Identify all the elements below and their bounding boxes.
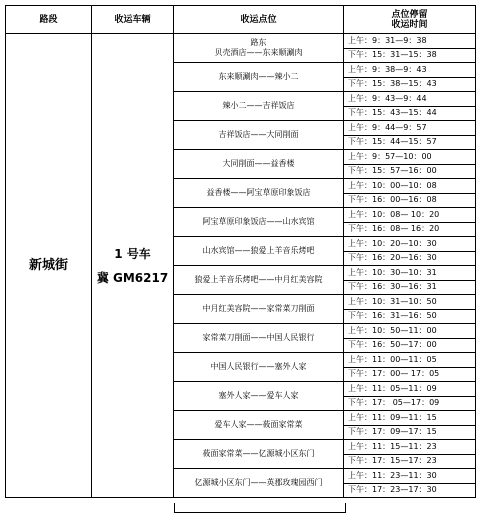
am-time-cell: 上午：9：38—9：43 [344, 63, 476, 78]
header-time: 点位停留 收运时间 [344, 6, 476, 34]
am-time-cell: 上午：11：00—11：05 [344, 353, 476, 368]
am-time-cell: 上午：11：05—11：09 [344, 382, 476, 397]
route-cell: 中月红美容院——家常菜刀削面 [174, 295, 344, 324]
pm-time-cell: 下午：15：38—15：43 [344, 77, 476, 92]
header-district: 路段 [6, 6, 92, 34]
route-cell: 狼爱上羊音乐烤吧——中月红美容院 [174, 266, 344, 295]
am-time-cell: 上午：10：20—10：30 [344, 237, 476, 252]
vehicle-cell [92, 34, 174, 498]
pm-time-cell: 下午：17： 05—17：09 [344, 396, 476, 411]
pm-time-cell: 下午：17：09—17：15 [344, 425, 476, 440]
pm-time-cell: 下午：15：57—16：00 [344, 164, 476, 179]
pm-time-cell: 下午：17：00— 17：05 [344, 367, 476, 382]
header-point: 收运点位 [174, 6, 344, 34]
am-time-cell: 上午：11：09—11：15 [344, 411, 476, 426]
route-cell: 吉祥饭店——大同削面 [174, 121, 344, 150]
schedule-body [6, 34, 476, 498]
am-time-cell: 上午：10：30—10：31 [344, 266, 476, 281]
collection-schedule-table [5, 5, 476, 498]
header-vehicle: 收运车辆 [92, 6, 174, 34]
route-cell: 东来顺涮肉——辣小二 [174, 63, 344, 92]
route-cell: 益香楼——阿宝草原印象饭店 [174, 179, 344, 208]
route-cell: 中国人民银行——塞外人家 [174, 353, 344, 382]
vehicle-number: 1 号车 [114, 246, 151, 261]
route-cell: 山水宾馆——狼爱上羊音乐烤吧 [174, 237, 344, 266]
pm-time-cell: 下午：17：15—17：23 [344, 454, 476, 469]
vehicle-plate: 冀 GM6217 [96, 270, 169, 285]
am-time-cell: 上午：10：08— 10：20 [344, 208, 476, 223]
route-cell: 家常菜刀削面——中国人民银行 [174, 324, 344, 353]
route-cell: 莜面家常菜——亿源城小区东门 [174, 440, 344, 469]
pm-time-cell: 下午：15：44—15：57 [344, 135, 476, 150]
route-cell: 阿宝草原印象饭店——山水宾馆 [174, 208, 344, 237]
pm-time-cell: 下午：17：23—17：30 [344, 483, 476, 498]
pm-time-cell: 下午：16：00—16：08 [344, 193, 476, 208]
pm-time-cell: 下午：16：50—17：00 [344, 338, 476, 353]
route-cell: 爱车人家——莜面家常菜 [174, 411, 344, 440]
footer-extension [174, 503, 346, 513]
am-time-cell: 上午：10：50—11：00 [344, 324, 476, 339]
table-row [6, 34, 476, 49]
am-time-cell: 上午：11：15—11：23 [344, 440, 476, 455]
pm-time-cell: 下午：16：31—16：50 [344, 309, 476, 324]
route-cell: 路东 贝壳酒店——东来顺涮肉 [174, 34, 344, 63]
am-time-cell: 上午：9：57—10：00 [344, 150, 476, 165]
pm-time-cell: 下午：16：30—16：31 [344, 280, 476, 295]
am-time-cell: 上午：10：00—10：08 [344, 179, 476, 194]
pm-time-cell: 下午：16：20—16：30 [344, 251, 476, 266]
pm-time-cell: 下午：16：08— 16：20 [344, 222, 476, 237]
am-time-cell: 上午：9：31—9：38 [344, 34, 476, 49]
pm-time-cell: 下午：15：43—15：44 [344, 106, 476, 121]
district-cell: 新城街 [6, 34, 92, 498]
route-cell: 大同削面——益香楼 [174, 150, 344, 179]
am-time-cell: 上午：10：31—10：50 [344, 295, 476, 310]
route-cell: 塞外人家——爱车人家 [174, 382, 344, 411]
header-row [6, 6, 476, 34]
route-cell: 辣小二——吉祥饭店 [174, 92, 344, 121]
am-time-cell: 上午：9：44—9：57 [344, 121, 476, 136]
pm-time-cell: 下午：15：31—15：38 [344, 48, 476, 63]
route-cell: 亿源城小区东门——英郡玫瑰园西门 [174, 469, 344, 498]
am-time-cell: 上午：9：43—9：44 [344, 92, 476, 107]
am-time-cell: 上午：11：23—11：30 [344, 469, 476, 484]
